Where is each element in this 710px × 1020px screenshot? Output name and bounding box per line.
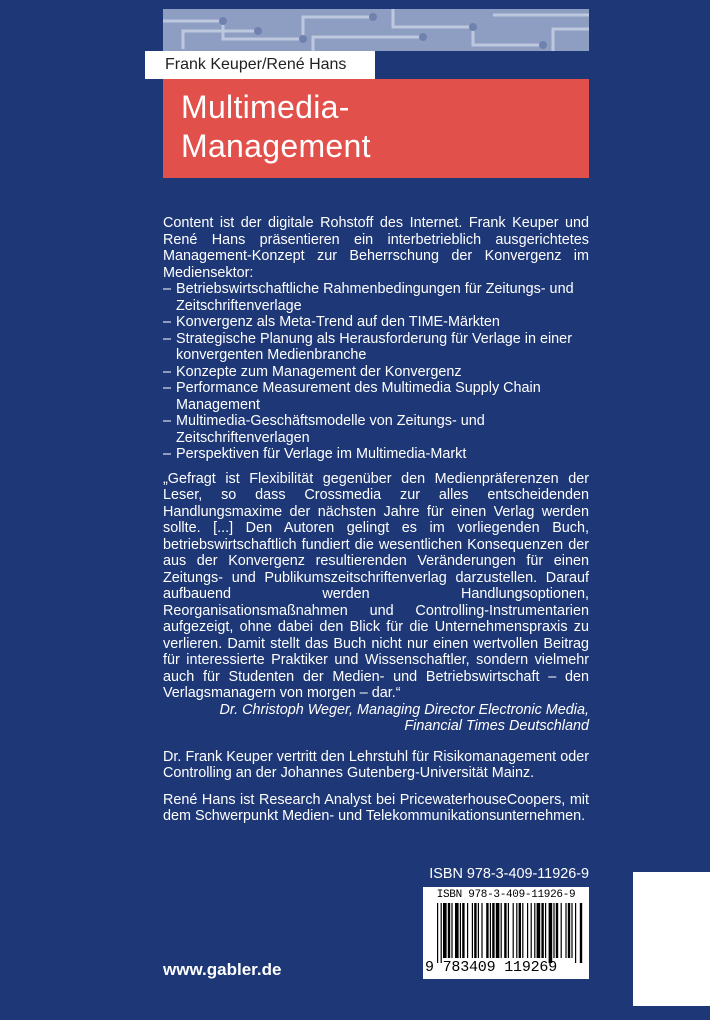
barcode-bar	[516, 903, 517, 958]
barcode-bar	[437, 903, 438, 963]
topic-item: – Betriebswirtschaftliche Rahmenbedingungen für Zeitungs- und Zeitschriftenverlage	[163, 281, 589, 314]
quote-attribution	[163, 702, 589, 735]
barcode-bar	[472, 903, 473, 958]
barcode-bar	[501, 903, 502, 958]
publisher-website: www.gabler.de	[163, 960, 282, 979]
topic-item: – Konvergenz als Meta-Trend auf den TIME-Märkten	[163, 314, 589, 331]
barcode-bar	[537, 903, 541, 958]
barcode-bar	[541, 903, 543, 958]
barcode-bar	[534, 903, 535, 958]
barcode-bar	[443, 903, 447, 958]
white-label-area	[633, 872, 710, 1006]
barcode-bar	[451, 903, 452, 958]
circuit-pattern-graphic	[163, 9, 589, 51]
barcode-bar	[441, 903, 442, 963]
topic-item: – Konzepte zum Management der Konvergenz	[163, 364, 589, 381]
back-cover-text	[163, 215, 589, 835]
barcode-isbn-text: ISBN 978-3-409-11926-9	[436, 889, 576, 901]
barcode-bar	[474, 903, 476, 958]
barcode-bar	[580, 903, 582, 963]
barcode-bar	[513, 903, 514, 958]
book-title-line-1: Multimedia-	[181, 89, 350, 125]
barcode-bar	[531, 903, 532, 958]
attribution-line-2: Financial Times Deutschland	[404, 718, 589, 734]
barcode-bar	[460, 903, 461, 958]
topic-item: – Perspektiven für Verlage im Multimedia-Markt	[163, 446, 589, 463]
barcode-bar	[462, 903, 464, 958]
barcode-bar	[575, 903, 576, 963]
barcode-bar	[565, 903, 566, 958]
barcode-bar	[545, 903, 546, 958]
barcode-bar	[522, 903, 523, 958]
barcode-bar	[486, 903, 488, 958]
cover-pattern-band	[163, 9, 589, 51]
barcode-bar	[504, 903, 506, 958]
barcode-bar	[549, 903, 553, 963]
attribution-line-1: Dr. Christoph Weger, Managing Director Electronic Media,	[219, 701, 589, 718]
barcode-bar	[568, 903, 570, 958]
title-box	[163, 79, 589, 178]
author-bio-keuper: Dr. Frank Keuper vertritt den Lehrstuhl für Risikomanagement oder Controlling an der Johannes Gutenberg-Universität Mainz.	[163, 748, 589, 781]
topic-item: – Strategische Planung als Herausforderung für Verlage in einer konvergenten Medienbranche	[163, 331, 589, 364]
topic-item: – Multimedia-Geschäftsmodelle von Zeitungs- und Zeitschriftenverlagen	[163, 413, 589, 446]
book-title	[181, 88, 371, 166]
barcode-bar	[561, 903, 562, 958]
barcode-bar	[496, 903, 500, 958]
intro-paragraph: Content ist der digitale Rohstoff des Internet. Frank Keuper und René Hans präsentieren ein interbetrieblich ausgerichtetes Management-Konzept zur Beherrschung der Konvergenz im Mediensektor:	[163, 215, 589, 281]
barcode-bar	[448, 903, 450, 958]
topic-item: – Performance Measurement des Multimedia Supply Chain Management	[163, 380, 589, 413]
barcode	[423, 887, 589, 979]
author-names: Frank Keuper/René Hans	[145, 51, 375, 79]
barcode-bar	[478, 903, 479, 958]
author-bio-hans: René Hans ist Research Analyst bei PricewaterhouseCoopers, mit dem Schwerpunkt Medien- und Telekommunikationsunternehmen.	[163, 791, 589, 824]
barcode-bar	[556, 903, 558, 958]
barcode-bar	[508, 903, 509, 958]
barcode-bar	[490, 903, 491, 958]
barcode-bar	[519, 903, 521, 958]
barcode-bar	[467, 903, 468, 958]
barcode-bar	[553, 903, 554, 958]
barcode-bar	[455, 903, 459, 958]
barcode-bar	[571, 903, 572, 958]
review-quote: „Gefragt ist Flexibilität gegenüber den Medienpräferenzen der Leser, so dass Crossmedia zur alles entscheidenden Handlungsmaxime der nächsten Jahre für einen Verlag werden sollte. [...] Den Autoren gelingt es im vorliegenden Buch, betriebswirtschaftlich fundiert die wesentlichen Konsequenzen der aus der Konvergenz resultierenden Veränderungen für einen Zeitungs- und Publikumszeitschriftenverlag darzustellen. Darauf aufbauend werden Handlungsoptionen, Reorganisationsmaßnahmen und Controlling-Instrumentarien aufgezeigt, ohne dabei den Blick für die Unternehmenspraxis zu verlieren. Damit stellt das Buch nicht nur einen wertvollen Beitrag für interessierte Praktiker und Wissenschaftler, sondern vielmehr auch für Studenten der Medien- und Betriebswirtschaft – den Verlagsmanagern von morgen – dar.“	[163, 470, 589, 701]
barcode-bar	[492, 903, 494, 958]
isbn-label: ISBN 978-3-409-11926-9	[429, 866, 589, 882]
barcode-number: 9 783409 119269	[425, 959, 558, 976]
book-title-line-2: Management	[181, 128, 371, 164]
barcode-bar	[527, 903, 528, 958]
barcode-bar	[481, 903, 482, 958]
topic-list	[163, 281, 589, 463]
